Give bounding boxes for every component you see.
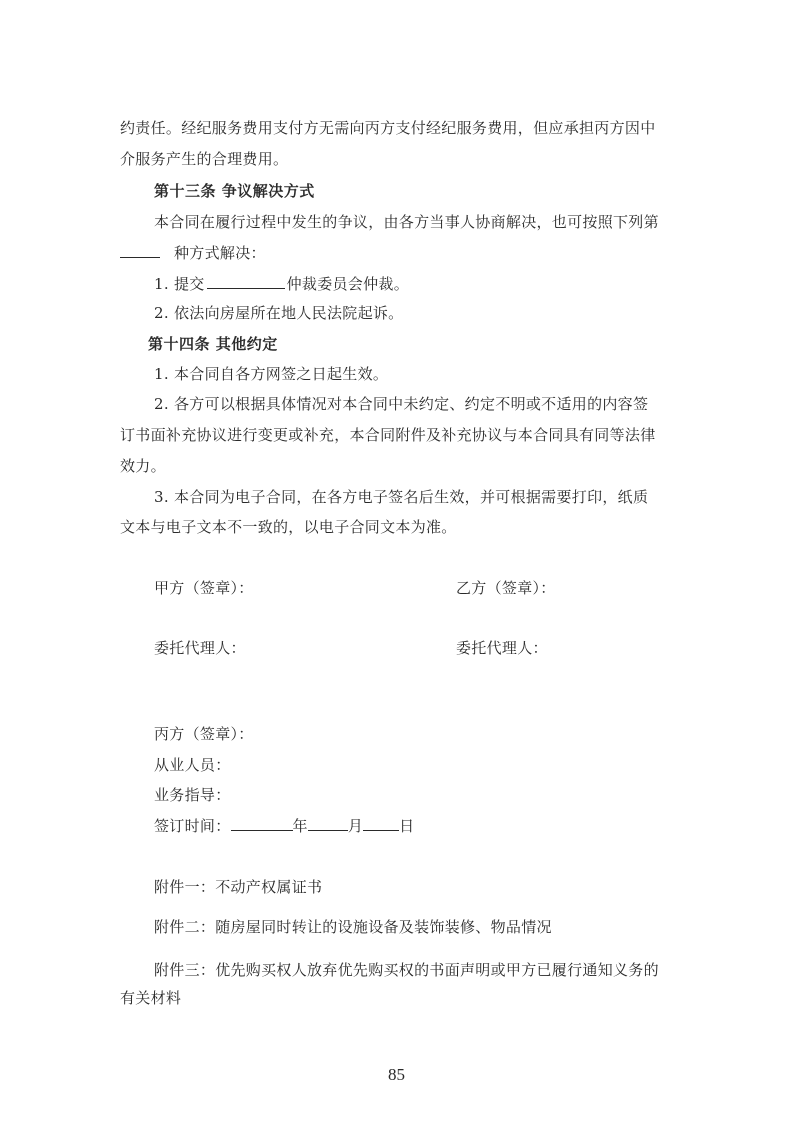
month-label: 月 (347, 817, 364, 835)
date-label: 签订时间： (154, 817, 231, 835)
paragraph-line: 3. 本合同为电子合同，在各方电子签名后生效，并可根据需要打印，纸质 (154, 488, 649, 506)
article-14-heading: 第十四条 其他约定 (148, 335, 278, 353)
agent-b-label: 委托代理人： (456, 639, 548, 657)
list-item (154, 273, 409, 294)
day-label: 日 (399, 817, 415, 835)
attachment-item: 附件一：不动产权属证书 (154, 878, 323, 896)
party-a-signature-label: 甲方（签章）： (154, 579, 254, 597)
blank-underline (120, 242, 160, 258)
paragraph-line: 效力。 (120, 457, 166, 475)
list-item-text: 1. 提交 (154, 275, 205, 293)
paragraph-line: 文本与电子文本不一致的，以电子合同文本为准。 (120, 518, 457, 536)
paragraph-line (120, 242, 266, 263)
practitioner-label: 从业人员： (154, 756, 231, 774)
blank-underline (207, 273, 285, 289)
list-item-text: 仲裁委员会仲裁。 (286, 275, 409, 293)
list-item: 1. 本合同自各方网签之日起生效。 (154, 365, 389, 383)
day-blank (363, 815, 399, 831)
month-blank (308, 815, 348, 831)
year-label: 年 (292, 817, 308, 835)
attachment-item: 附件二：随房屋同时转让的设施设备及装饰装修、物品情况 (154, 918, 552, 936)
article-13-heading: 第十三条 争议解决方式 (154, 182, 315, 200)
paragraph-line: 订书面补充协议进行变更或补充，本合同附件及补充协议与本合同具有同等法律 (120, 426, 656, 444)
guidance-label: 业务指导： (154, 786, 231, 804)
list-item: 2. 依法向房屋所在地人民法院起诉。 (154, 304, 404, 322)
signing-date (154, 815, 414, 836)
party-b-signature-label: 乙方（签章）： (456, 579, 556, 597)
year-blank (231, 815, 293, 831)
agent-a-label: 委托代理人： (154, 639, 246, 657)
paragraph-line: 约责任。经纪服务费用支付方无需向丙方支付经纪服务费用，但应承担丙方因中 (120, 119, 656, 137)
attachment-item: 附件三：优先购买权人放弃优先购买权的书面声明或甲方已履行通知义务的 (154, 961, 659, 979)
paragraph-line: 本合同在履行过程中发生的争议，由各方当事人协商解决，也可按照下列第 (154, 213, 659, 231)
party-c-signature-label: 丙方（签章）： (154, 725, 254, 743)
page-number: 85 (388, 1065, 405, 1084)
paragraph-line: 介服务产生的合理费用。 (120, 150, 289, 168)
paragraph-line: 2. 各方可以根据具体情况对本合同中未约定、约定不明或不适用的内容签 (154, 395, 649, 413)
paragraph-text: 种方式解决： (174, 244, 266, 262)
attachment-item-continued: 有关材料 (120, 989, 182, 1007)
